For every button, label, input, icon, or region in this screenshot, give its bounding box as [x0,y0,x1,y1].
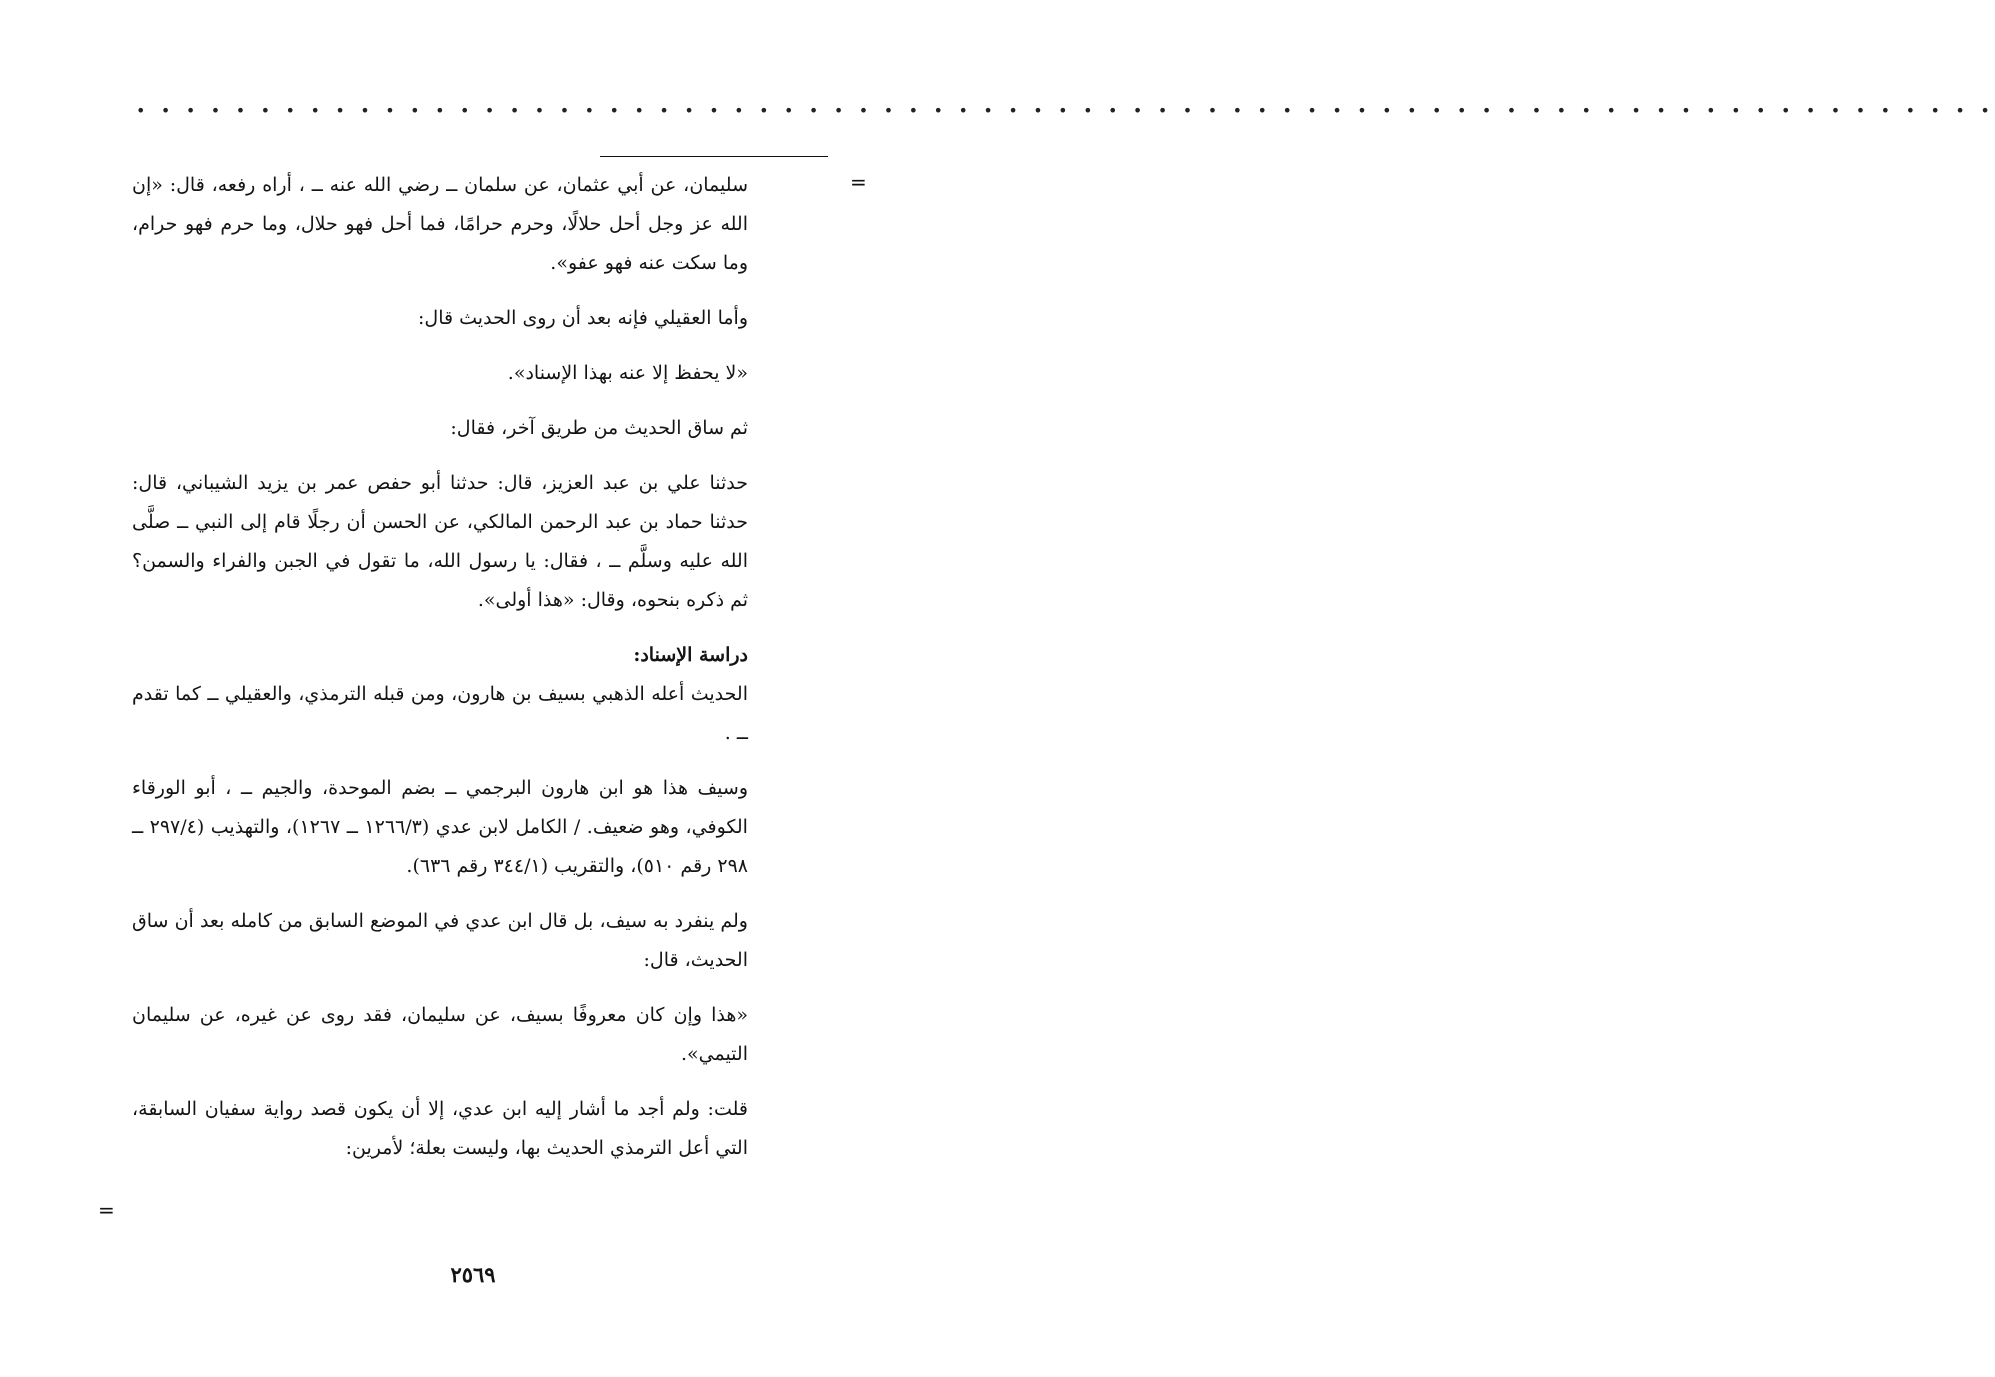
paragraph-study-2: وسيف هذا هو ابن هارون البرجمي ــ بضم الموحدة، والجيم ــ ، أبو الورقاء الكوفي، وهو ضعيف. / الكامل لابن عدي (١٢٦٦/٣ ــ ١٢٦٧)، والتهذيب (٢٩٧/٤ ــ ٢٩٨ رقم ٥١٠)، والتقريب (٣٤٤/١ رقم ٦٣٦). [132,777,748,877]
footnote-rule [600,156,828,157]
paragraph-other-route: ثم ساق الحديث من طريق آخر، فقال: [450,417,748,439]
paragraph-study-1: الحديث أعله الذهبي بسيف بن هارون، ومن قبله الترمذي، والعقيلي ــ كما تقدم ــ . [132,683,748,744]
paragraph-aqili-quote: «لا يحفظ إلا عنه بهذا الإسناد». [507,362,748,384]
paragraph-aqili-intro: وأما العقيلي فإنه بعد أن روى الحديث قال: [418,307,748,329]
paragraph-study-4: «هذا وإن كان معروفًا بسيف، عن سليمان، فقد روى عن غيره، عن سليمان التيمي». [132,1004,748,1065]
continuation-mark-top: = [850,170,867,194]
continuation-mark-bottom: = [98,1198,115,1222]
page-body [132,166,748,1168]
paragraph-isnad: حدثنا علي بن عبد العزيز، قال: حدثنا أبو حفص عمر بن يزيد الشيباني، قال: حدثنا حماد بن عبد الرحمن المالكي، عن الحسن أن رجلًا قام إلى النبي ــ صلَّى الله عليه وسلَّم ــ ، فقال: يا رسول الله، ما تقول في الجبن والفراء والسمن؟ ثم ذكره بنحوه، وقال: «هذا أولى». [132,472,748,611]
paragraph-study-5: قلت: ولم أجد ما أشار إليه ابن عدي، إلا أن يكون قصد رواية سفيان السابقة، التي أعل الترمذي الحديث بها، وليست بعلة؛ لأمرين: [132,1098,748,1159]
paragraph-study-3: ولم ينفرد به سيف، بل قال ابن عدي في الموضع السابق من كامله بعد أن ساق الحديث، قال: [132,910,748,971]
section-heading: دراسة الإسناد: [633,644,748,666]
paragraph-hadith-text: سليمان، عن أبي عثمان، عن سلمان ــ رضي الله عنه ــ ، أراه رفعه، قال: «إن الله عز وجل أحل حلالًا، وحرم حرامًا، فما أحل فهو حلال، وما حرم فهو حرام، وما سكت عنه فهو عفو». [132,174,748,274]
dotted-divider: • • • • • • • • • • • • • • • • • • • • • • • • • • • • • • • • • • • • • • • • • • • • • • • • • • • • • • • • • • • • • • • • • • • • • • • • • • • [136,101,1995,120]
page-number: ٢٥٦٩ [450,1262,496,1287]
